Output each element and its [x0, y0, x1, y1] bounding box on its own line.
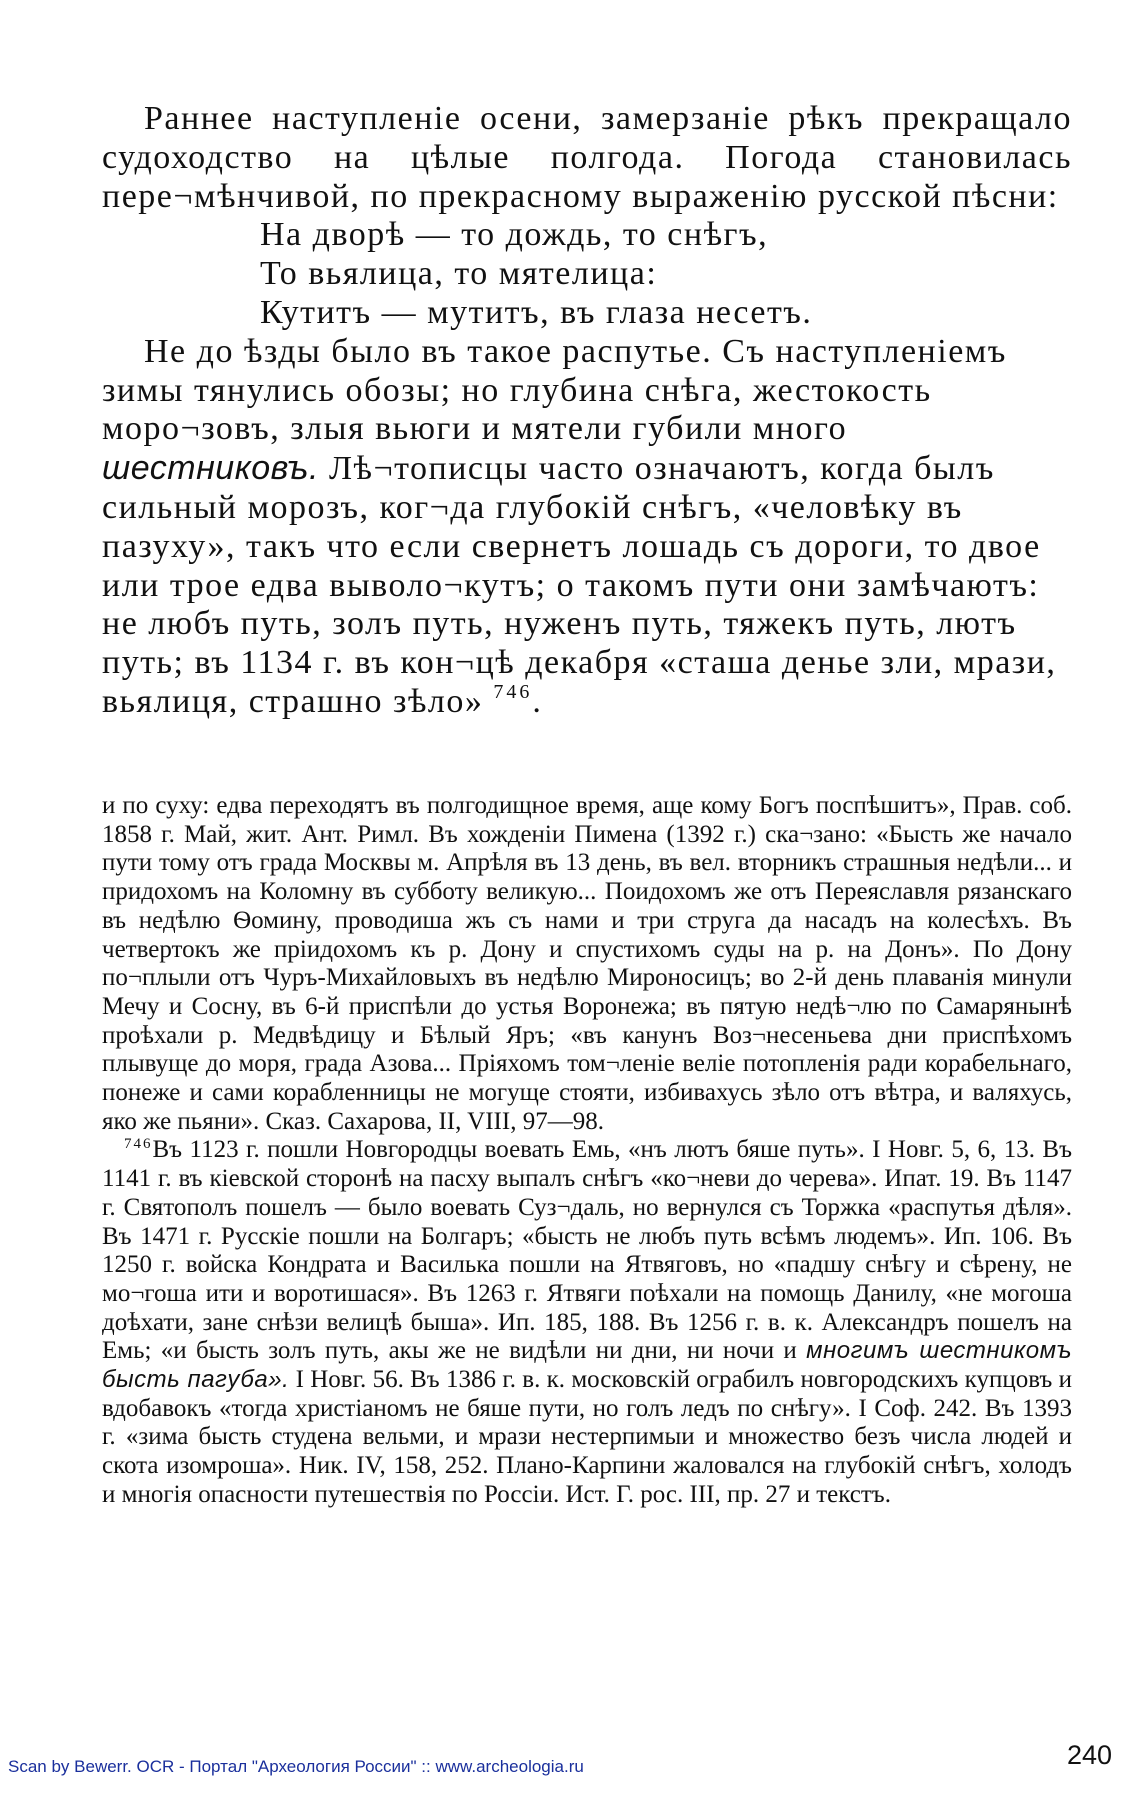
verse-line-3: Кутитъ — мутитъ, въ глаза несетъ.	[260, 293, 813, 331]
paragraph-2	[102, 333, 1072, 722]
paragraph-1: Раннее наступленіе осени, замерзаніе рѣкъ прекращало судоходство на цѣлые полгода. Погода становилась пере¬мѣнчивой, по прекрасному выраженію русской пѣсни:	[102, 100, 1072, 215]
verse-block	[260, 216, 1072, 332]
paragraph-2-part-b: Лѣ¬тописцы часто означаютъ, когда былъ сильный морозъ, ког¬да глубокій снѣгъ, «человѣку въ пазуху», такъ что если свернетъ лошадь съ дороги, то двое или трое едва выволо¬кутъ; о такомъ пути они замѣчаютъ: не любъ путь, золъ путь, нуженъ путь, тяжекъ путь, лютъ путь; въ 1134 г. въ кон¬цѣ декабря «сташа денье зли, мрази, вьялиця, страшно зѣло»	[102, 450, 1057, 720]
footnotes	[102, 792, 1072, 1510]
footnote-746-italic: многимъ шестникомъ бысть пагуба».	[102, 1337, 1072, 1394]
footnote-marker-746: 746	[124, 1136, 153, 1153]
page-number: 240	[1066, 1740, 1112, 1770]
verse-line-2: То вьялица, то мятелица:	[260, 255, 658, 293]
verse-line-1: На дворѣ — то дождь, то снѣгъ,	[260, 216, 769, 254]
footnote-reference-746[interactable]: 746	[493, 680, 533, 703]
footnote-continuation: и по суху: едва переходятъ въ полгодищное время, аще кому Богъ поспѣшитъ», Прав. соб. 1858 г. Май, жит. Ант. Римл. Въ хожденіи Пимена (1392 г.) ска¬зано: «Бысть же начало пути тому отъ града Москвы м. Апрѣля въ 13 день, въ вел. вторникъ страшныя недѣли... и придохомъ на Коломну въ субботу великую... Поидохомъ же отъ Переяславля рязанскаго въ недѣлю Ѳомину, проводиша жъ съ нами и три струга да насадъ на колесѣхъ. Въ четвертокъ же пріидохомъ къ р. Дону и спустихомъ суды на р. на Донъ». По Дону по¬плыли отъ Чуръ-Михайловыхъ въ недѣлю Мироносицъ; во 2-й день плаванія минули Мечу и Сосну, въ 6-й приспѣли до устья Воронежа; въ пятую недѣ¬лю по Самарянынѣ проѣхали р. Медвѣдицу и Бѣлый Яръ; «въ канунъ Воз¬несеньева дни приспѣхомъ плывуще до моря, града Азова... Пріяхомъ том¬леніе веліе потопленія ради корабельнаго, понеже и сами корабленницы не могуще стояти, избивахусь зѣло отъ вѣтра, и валяхусь, яко же пьяни». Сказ. Сахарова, II, VIII, 97—98.	[102, 792, 1072, 1135]
footnote-746-part-a: Въ 1123 г. пошли Новгородцы воевать Емь, «нъ лютъ бяше путь». I Новг. 5, 6, 13. Въ 1141 г. въ кіевской сторонѣ на пасху выпалъ снѣгъ «ко¬неви до черева». Ипат. 19. Въ 1147 г. Святополъ пошелъ — было воевать Суз¬даль, но вернулся съ Торжка «распутья дѣля». Въ 1471 г. Русскіе пошли на Болгаръ; «бысть не любъ путь всѣмъ людемъ». Ип. 106. Въ 1250 г. войска Кондрата и Василька пошли на Ятвяговъ, но «падшу снѣгу и сѣрену, не мо¬гоша ити и воротишася». Въ 1263 г. Ятвяги поѣхали на помощь Данилу, «не могоша доѣхати, зане снѣзи велицѣ быша». Ип. 185, 188. Въ 1256 г. в. к. Александръ пошелъ на Емь; «и бысть золъ путь, акы же не видѣли ни дни, ни ночи и	[102, 1136, 1072, 1365]
paragraph-2-italic: шестниковъ.	[102, 449, 319, 488]
main-text	[102, 100, 1072, 722]
paragraph-2-part-a: Не до ѣзды было въ такое распутье. Съ наступленіемъ зимы тянулись обозы; но глубина снѣга, жестокость моро¬зовъ, злыя вьюги и мятели губили много	[102, 332, 1007, 448]
footnote-746-part-b: I Новг. 56. Въ 1386 г. в. к. московскій ограбилъ новгородскихъ купцовъ и вдобавокъ «тогда христіаномъ не бяше пути, но голъ ледъ по снѣгу». I Соф. 242. Въ 1393 г. «зима бысть студена вельми, и мрази нестерпимыи и множество безъ числа людей и скота изомроша». Ник. IV, 158, 252. Плано-Карпини жаловался на глубокій снѣгъ, холодъ и многія опасности путешествія по Россіи. Ист. Г. рос. III, пр. 27 и текстъ.	[102, 1366, 1073, 1508]
scan-credit-link[interactable]: Scan by Bewerr. OCR - Портал "Археология России" :: www.archeologia.ru	[8, 1757, 584, 1776]
paragraph-2-end: .	[532, 682, 543, 720]
footnote-746	[102, 1136, 1072, 1509]
